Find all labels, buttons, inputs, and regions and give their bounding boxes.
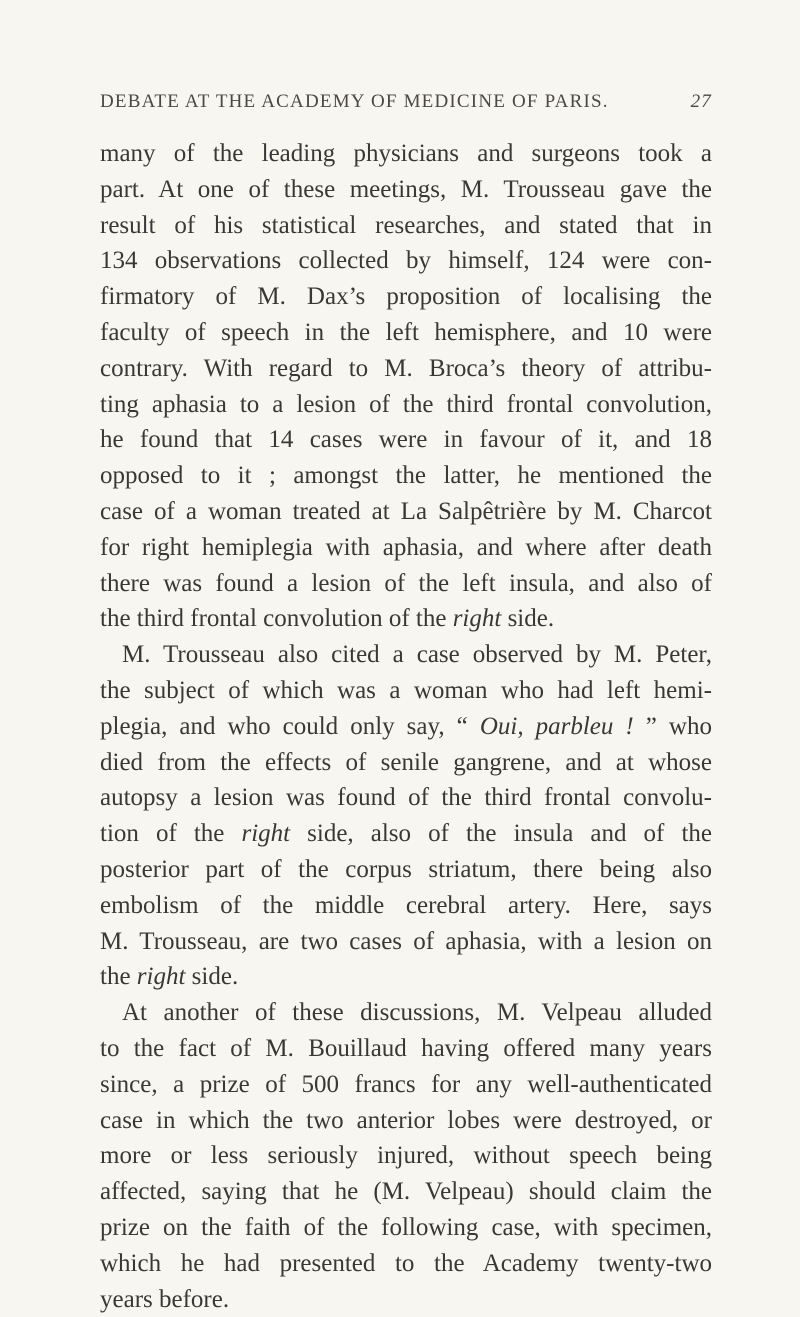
body-text <box>100 136 712 1317</box>
text-line: M. Trousseau also cited a case observed by M. Peter, <box>100 637 712 673</box>
text-line: embolism of the middle cerebral artery. Here, says <box>100 888 712 924</box>
text-line: died from the effects of senile gangrene, and at whose <box>100 745 712 781</box>
text-line <box>100 816 712 852</box>
text-line: affected, saying that he (M. Velpeau) should claim the <box>100 1174 712 1210</box>
italic-text: right <box>137 963 186 990</box>
text-run: plegia, and who could only say, “ <box>100 713 480 740</box>
text-line: faculty of speech in the left hemisphere, and 10 were <box>100 315 712 351</box>
text-line: contrary. With regard to M. Broca’s theory of attribu- <box>100 351 712 387</box>
text-line: posterior part of the corpus striatum, there being also <box>100 852 712 888</box>
text-line: opposed to it ; amongst the latter, he mentioned the <box>100 458 712 494</box>
text-run: side, also of the insula and of the <box>290 820 712 847</box>
text-line: M. Trousseau, are two cases of aphasia, with a lesion on <box>100 924 712 960</box>
page-number: 27 <box>691 91 712 113</box>
text-run: side. <box>501 605 554 632</box>
italic-text: right <box>453 605 502 632</box>
text-line: since, a prize of 500 francs for any well-authenticated <box>100 1067 712 1103</box>
text-line: 134 observations collected by himself, 124 were con- <box>100 243 712 279</box>
text-line: part. At one of these meetings, M. Trousseau gave the <box>100 172 712 208</box>
text-run: the <box>100 963 137 990</box>
italic-text: Oui, parbleu ! <box>480 713 634 740</box>
text-line <box>100 959 712 995</box>
text-line <box>100 601 712 637</box>
text-line: case in which the two anterior lobes were destroyed, or <box>100 1103 712 1139</box>
text-line: At another of these discussions, M. Velpeau alluded <box>100 995 712 1031</box>
running-title: DEBATE AT THE ACADEMY OF MEDICINE OF PARIS. <box>100 91 609 113</box>
text-line: years before. <box>100 1282 712 1317</box>
text-run: tion of the <box>100 820 241 847</box>
text-run: the third frontal convolution of the <box>100 605 453 632</box>
text-run: ” who <box>634 713 712 740</box>
text-line: result of his statistical researches, and stated that in <box>100 208 712 244</box>
text-line: autopsy a lesion was found of the third frontal convolu- <box>100 780 712 816</box>
text-line: the subject of which was a woman who had left hemi- <box>100 673 712 709</box>
text-line: he found that 14 cases were in favour of it, and 18 <box>100 422 712 458</box>
text-line: prize on the faith of the following case, with specimen, <box>100 1210 712 1246</box>
italic-text: right <box>241 820 290 847</box>
text-line: ting aphasia to a lesion of the third frontal convolution, <box>100 387 712 423</box>
text-line: case of a woman treated at La Salpêtrière by M. Charcot <box>100 494 712 530</box>
text-line: many of the leading physicians and surgeons took a <box>100 136 712 172</box>
text-line: there was found a lesion of the left insula, and also of <box>100 566 712 602</box>
text-line: which he had presented to the Academy twenty-two <box>100 1246 712 1282</box>
text-line: for right hemiplegia with aphasia, and where after death <box>100 530 712 566</box>
text-line: more or less seriously injured, without speech being <box>100 1138 712 1174</box>
text-line: to the fact of M. Bouillaud having offered many years <box>100 1031 712 1067</box>
text-line: firmatory of M. Dax’s proposition of localising the <box>100 279 712 315</box>
text-line <box>100 709 712 745</box>
text-run: side. <box>185 963 238 990</box>
